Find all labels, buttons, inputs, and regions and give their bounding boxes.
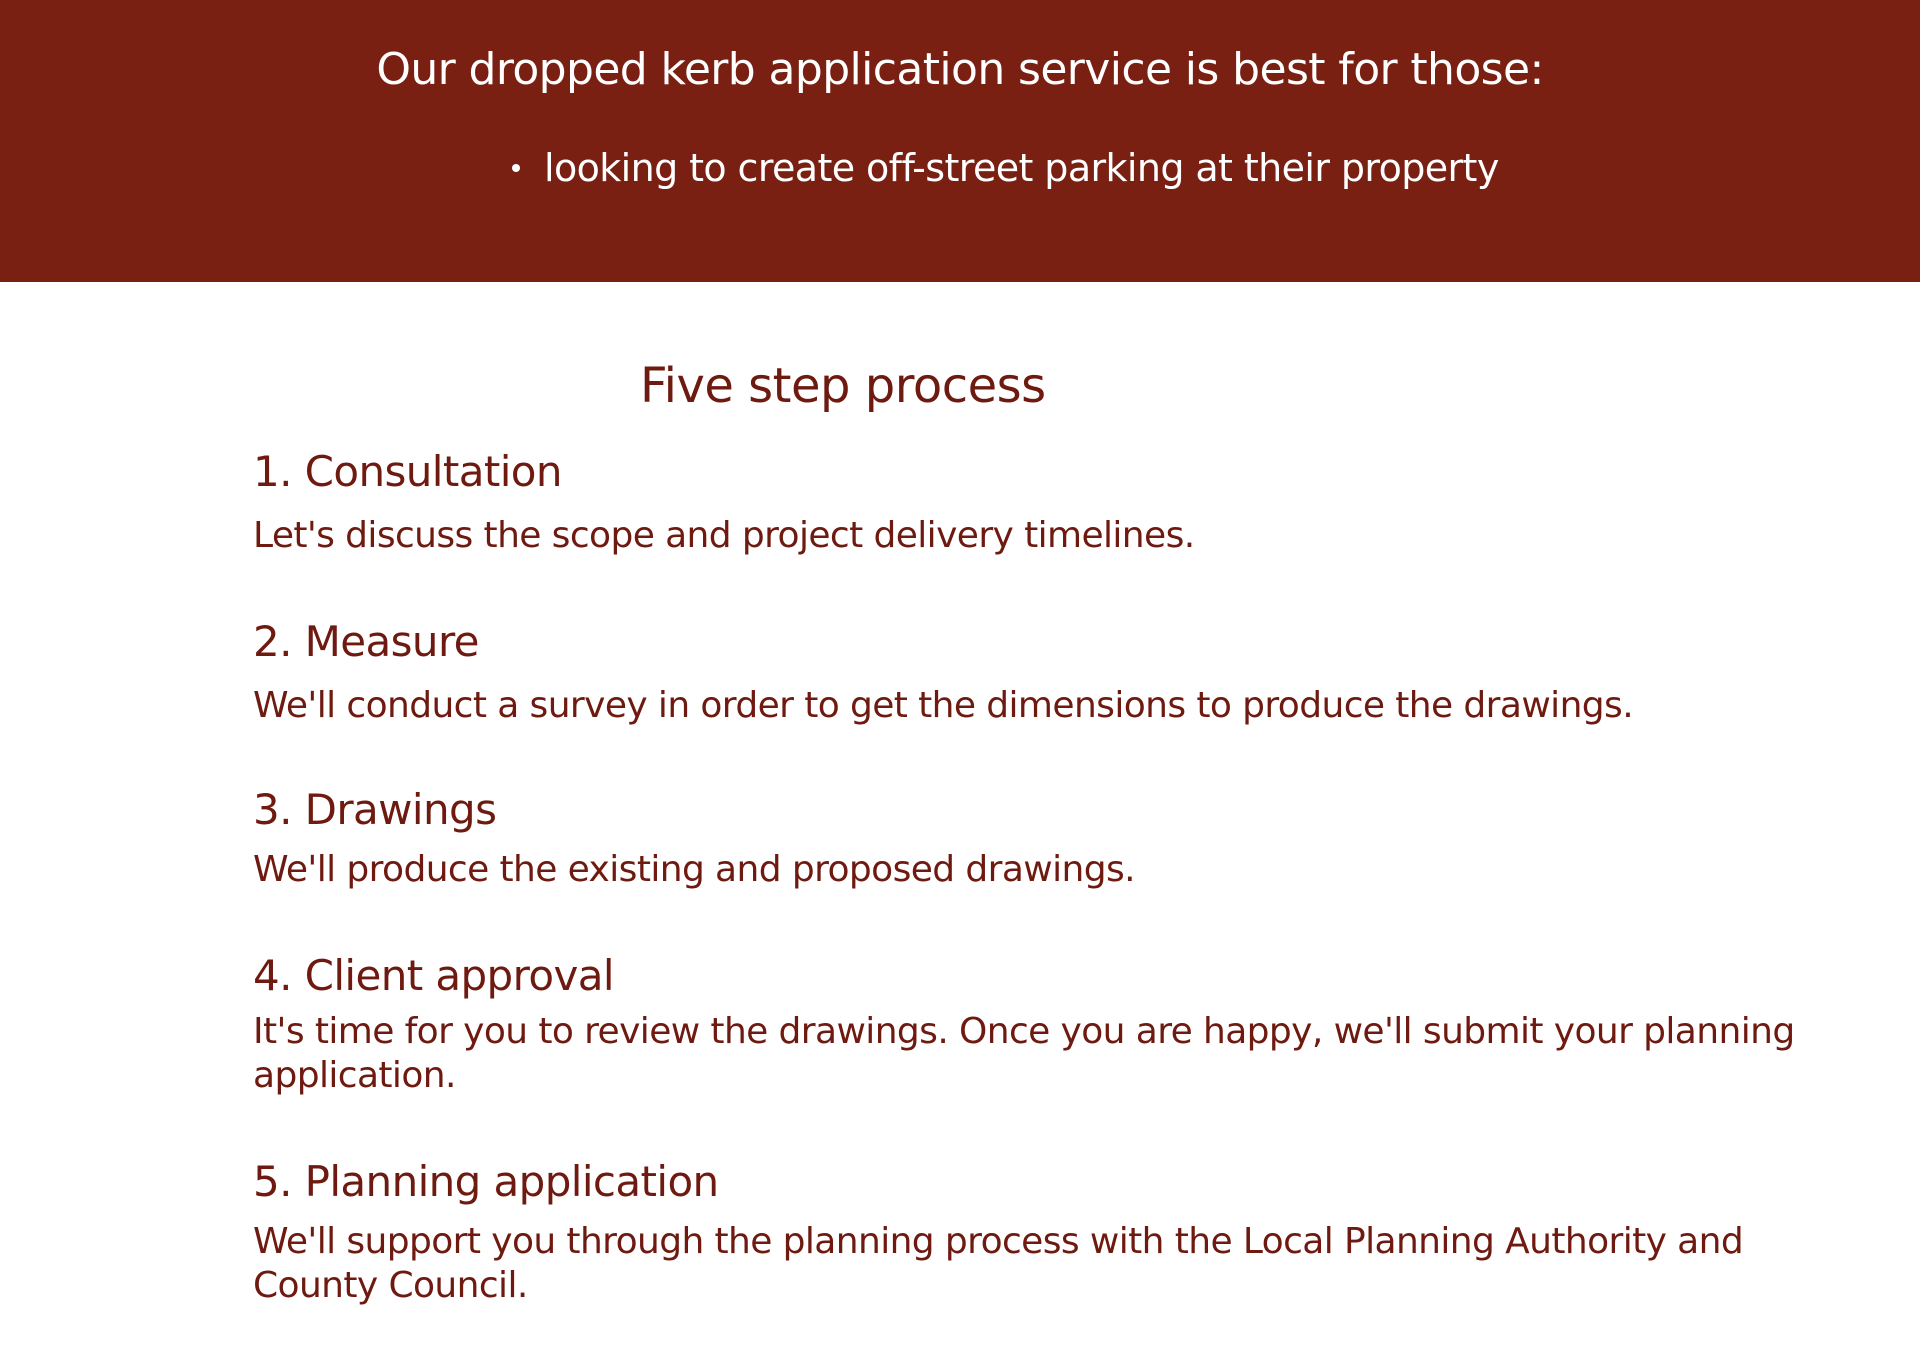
step-description: Let's discuss the scope and project delivery timelines. [253, 515, 1195, 556]
step-heading: 5. Planning application [253, 1157, 719, 1206]
banner-list-item [512, 142, 1499, 194]
step-heading: 3. Drawings [253, 785, 497, 834]
banner-list-item-text: looking to create off-street parking at their property [544, 146, 1499, 190]
step-description: It's time for you to review the drawings. Once you are happy, we'll submit your planning application. [253, 1011, 1795, 1096]
process-step-planning-application [253, 1154, 1853, 1308]
step-description: We'll support you through the planning process with the Local Planning Authority and County Council. [253, 1221, 1744, 1306]
process-step-client-approval [253, 948, 1853, 1098]
process-title: Five step process [640, 358, 1046, 414]
banner-title: Our dropped kerb application service is best for those: [376, 44, 1544, 95]
process-step-measure [253, 614, 1853, 728]
step-heading: 4. Client approval [253, 951, 614, 1000]
process-step-drawings [253, 782, 1853, 892]
step-description: We'll conduct a survey in order to get the dimensions to produce the drawings. [253, 685, 1634, 726]
step-heading: 2. Measure [253, 617, 479, 666]
intro-banner [0, 0, 1920, 282]
step-heading: 1. Consultation [253, 447, 562, 496]
process-step-consultation [253, 444, 1853, 558]
step-description: We'll produce the existing and proposed drawings. [253, 849, 1136, 890]
bullet-icon [512, 164, 520, 172]
